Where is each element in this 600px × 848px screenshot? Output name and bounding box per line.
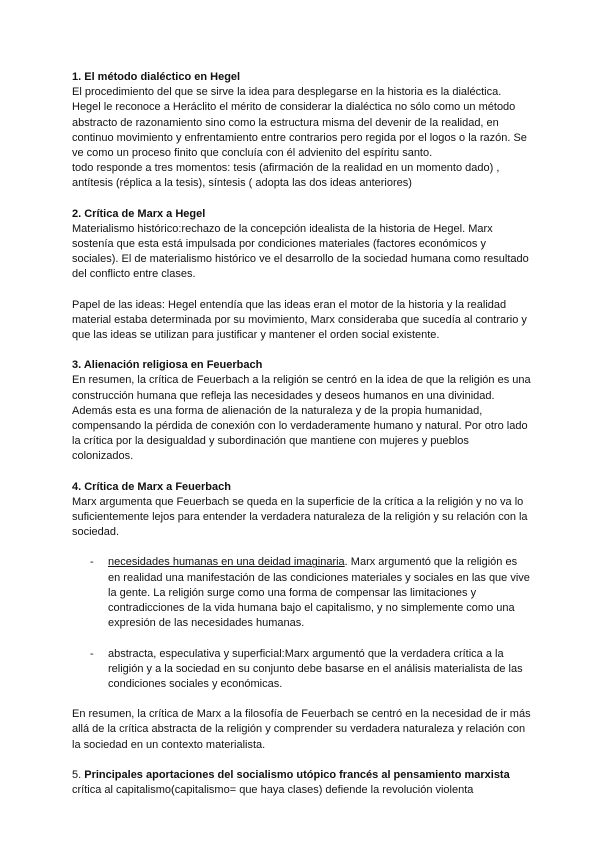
document-page (72, 70, 532, 798)
bullet-marker: - (90, 556, 94, 569)
section-5-title-text: Principales aportaciones del socialismo utópico francés al pensamiento marxista (84, 768, 510, 781)
section-5-title (72, 768, 532, 783)
bullet-marker: - (90, 647, 94, 660)
bullet-2-text: abstracta, especulativa y superficial:Marx argumentó que la verdadera crítica a la religión y a la sociedad en su conjunto debe basarse en el análisis materialista de las condiciones sociales y económicas. (108, 647, 523, 690)
spacer (72, 343, 532, 358)
section-5-number: 5. (72, 768, 85, 781)
section-2-title: 2. Crítica de Marx a Hegel (72, 207, 206, 220)
section-4-paragraph-2: En resumen, la crítica de Marx a la filosofía de Feuerbach se centró en la necesidad de ir más allá de la crítica abstracta de la religión y comprender su verdadera naturaleza y relación con la sociedad en un contexto materialista. (72, 708, 531, 751)
bullet-spacer (72, 632, 532, 647)
section-1-paragraph-2: todo responde a tres momentos: tesis (afirmación de la realidad en un momento dado) , antítesis (réplica a la tesis), síntesis ( adopta las dos ideas anteriores) (72, 162, 500, 190)
spacer (72, 192, 532, 207)
section-2-paragraph-1: Materialismo histórico:rechazo de la concepción idealista de la historia de Hegel. Marx sostenía que esta está impulsada por condiciones materiales (factores económicos y sociales). El de materialismo histórico ve el desarrollo de la sociedad humana como resultado del conflicto entre clases. (72, 222, 529, 281)
spacer (72, 753, 532, 768)
section-4-title: 4. Crítica de Marx a Feuerbach (72, 480, 231, 493)
section-1-title: 1. El método dialéctico en Hegel (72, 71, 241, 83)
section-4-paragraph-1: Marx argumenta que Feuerbach se queda en la superficie de la crítica a la religión y no va lo suficientemente lejos para entender la verdadera naturaleza de la religión y su relación con la sociedad. (72, 495, 528, 539)
spacer (72, 692, 532, 707)
section-3-title: 3. Alienación religiosa en Feuerbach (72, 359, 263, 372)
section-5-paragraph-1: crítica al capitalismo(capitalismo= que haya clases) defiende la revolución violenta (72, 783, 474, 796)
section-3-paragraph-1: En resumen, la crítica de Feuerbach a la religión se centró en la idea de que la religión es una construcción humana que refleja las necesidades y deseos humanos en una divinidad. Además esta es una forma de alienación de la naturaleza y de la propia humanidad, compensando la pérdida de conexión con lo verdaderamente humano y natural. Por otro lado la crítica por la desigualdad y subordinación que mantiene con mujeres y pueblos colonizados. (72, 374, 531, 463)
bullet-1-text: . Marx argumentó que la religión es en realidad una manifestación de las condiciones materiales y sociales en las que vive la gente. La religión surge como una forma de compensar las limitaciones y contradicciones de la vida humana bajo el capitalismo, y no simplemente como una expresión de las necesidades humanas. (108, 556, 530, 630)
section-1-paragraph-1: El procedimiento del que se sirve la idea para desplegarse en la historia es la dialéctica. Hegel le reconoce a Heráclito el mérito de considerar la dialéctica no sólo como un método abstracto de razonamiento sino como la estructura misma del devenir de la realidad, en continuo movimiento y enfrentamiento entre contrarios pero regida por el logos o la razón. Se ve como un proceso finito que concluía con él advienito del espíritu santo. (72, 86, 527, 160)
section-4-bullet-list (72, 555, 532, 692)
spacer (72, 465, 532, 480)
bullet-item-2 (72, 647, 532, 693)
bullet-item-1 (72, 555, 532, 631)
spacer (72, 540, 532, 555)
spacer (72, 283, 532, 298)
bullet-1-underlined-text: necesidades humanas en una deidad imaginaria (108, 556, 345, 569)
section-2-paragraph-2: Papel de las ideas: Hegel entendía que las ideas eran el motor de la historia y la realidad material estaba determinada por su movimiento, Marx consideraba que sucedía al contrario y que las ideas se utilizan para justificar y mantener el orden social existente. (72, 298, 527, 342)
